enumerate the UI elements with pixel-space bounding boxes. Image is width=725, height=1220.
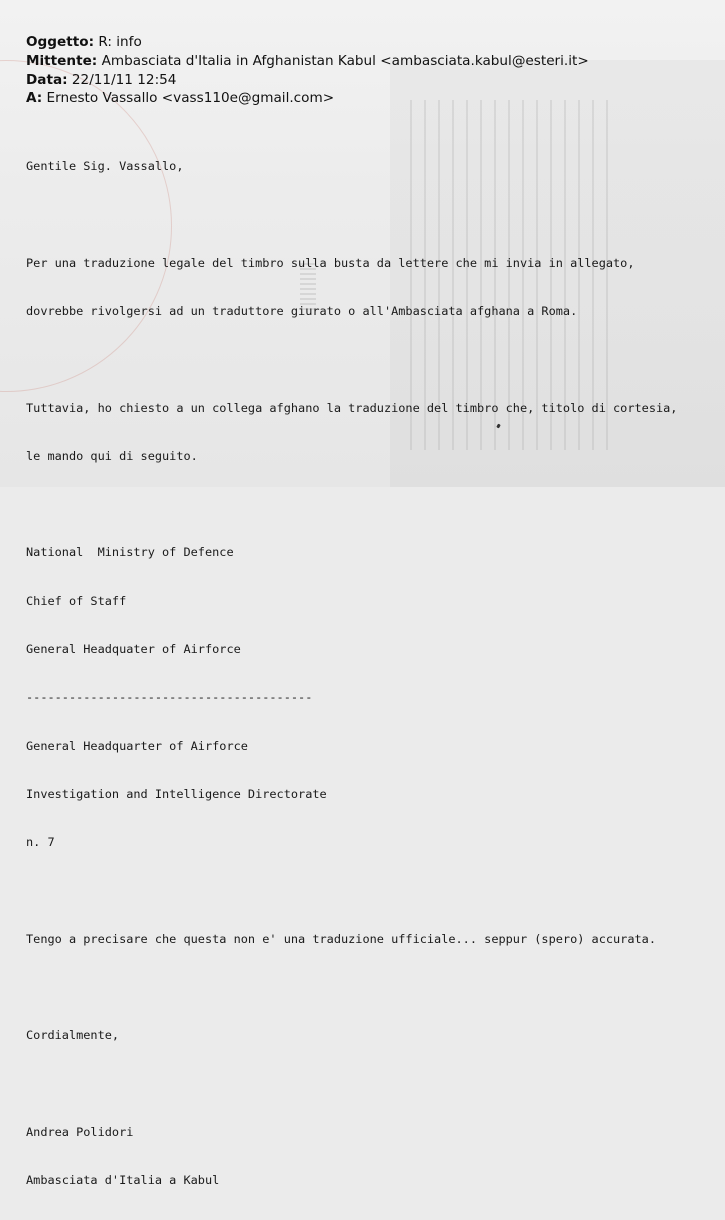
blank-line [26, 496, 716, 512]
sender-row [26, 52, 589, 71]
signature-organization: Ambasciata d'Italia a Kabul [26, 1173, 220, 1188]
separator-line: ---------------------------------------- [26, 690, 313, 705]
greeting: Gentile Sig. Vassallo, [26, 159, 184, 174]
signature-name: Andrea Polidori [26, 1124, 134, 1139]
paragraph-2-line-2: le mando qui di seguito. [26, 448, 198, 463]
recipient-row [26, 89, 589, 108]
stamp-translation-line-4: General Headquarter of Airforce [26, 738, 248, 753]
blank-line [26, 206, 716, 222]
date-label: Data: [26, 71, 68, 88]
blank-line [26, 882, 716, 898]
closing: Cordialmente, [26, 1028, 120, 1043]
sender-value: Ambasciata d'Italia in Afghanistan Kabul <ambasciata.kabul@esteri.it> [101, 52, 589, 69]
paragraph-1-line-1: Per una traduzione legale del timbro sulla busta da lettere che mi invia in allegato, [26, 255, 635, 270]
stamp-translation-line-1: National Ministry of Defence [26, 545, 234, 560]
recipient-label: A: [26, 90, 43, 107]
sender-label: Mittente: [26, 52, 98, 69]
date-value: 22/11/11 12:54 [71, 71, 177, 88]
blank-line [26, 1076, 716, 1092]
stamp-translation-line-5: Investigation and Intelligence Directorate [26, 786, 327, 801]
subject-label: Oggetto: [26, 34, 95, 50]
disclaimer-note: Tengo a precisare che questa non e' una traduzione ufficiale... seppur (spero) accurata. [26, 931, 656, 946]
blank-line [26, 351, 716, 367]
date-row [26, 71, 589, 90]
stamp-translation-line-6: n. 7 [26, 835, 55, 850]
paragraph-2-line-1: Tuttavia, ho chiesto a un collega afghano la traduzione del timbro che, titolo di cortesia, [26, 400, 678, 415]
email-body [26, 126, 716, 1220]
stamp-translation-line-3: General Headquater of Airforce [26, 642, 241, 656]
stamp-translation-line-2: Chief of Staff [26, 593, 127, 608]
blank-line [26, 979, 716, 995]
paragraph-1-line-2: dovrebbe rivolgersi ad un traduttore giurato o all'Ambasciata afghana a Roma. [26, 304, 578, 319]
recipient-value: Ernesto Vassallo <vass110e@gmail.com> [46, 90, 335, 107]
email-header [26, 33, 589, 108]
subject-row [26, 33, 589, 52]
subject-value: R: info [98, 34, 142, 50]
